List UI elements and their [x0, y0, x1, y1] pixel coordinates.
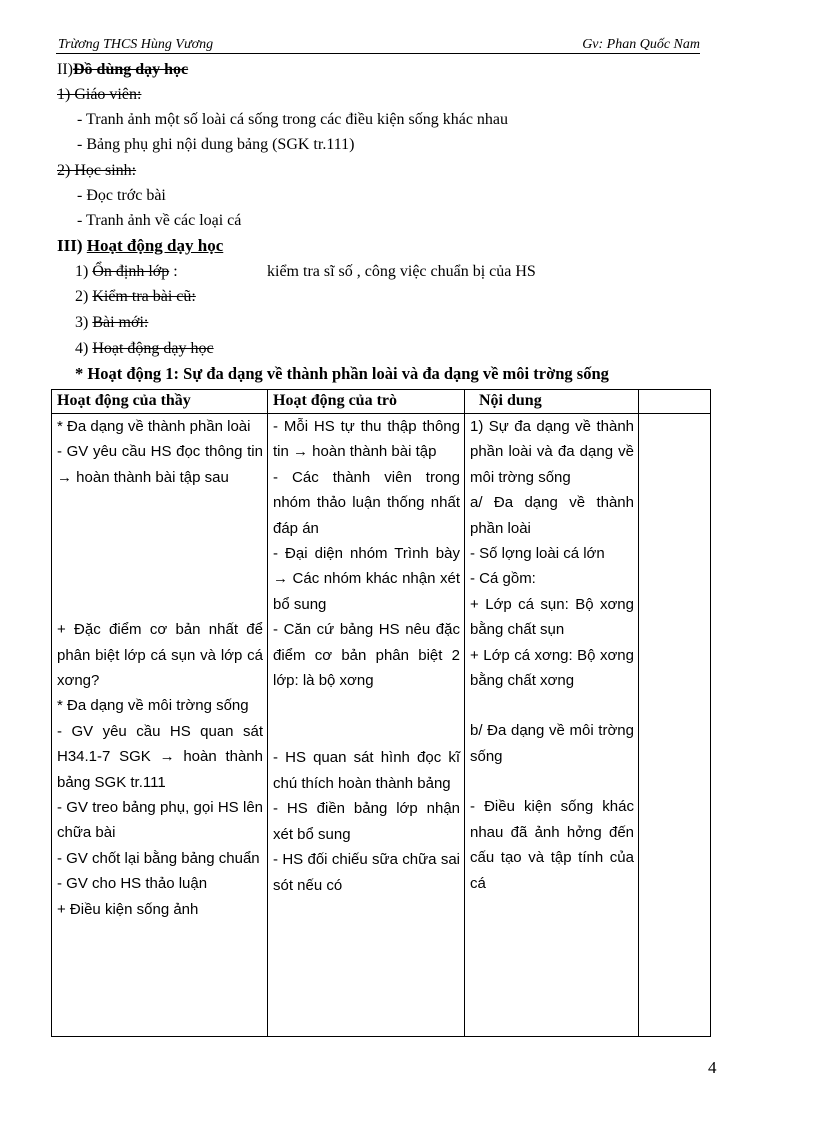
- activity-title: * Hoạt động 1: Sự đa dạng về thành phần loài và đa dạng về môi trờng sống: [75, 364, 609, 383]
- col-header-content: Nội dung: [465, 390, 639, 414]
- content-para: 1) Sự đa dạng về thành phần loài và đa dạng về môi trờng sống: [470, 418, 634, 486]
- content-para: - Cá gồm:: [470, 570, 536, 588]
- step-3-label: Bài mới:: [92, 314, 149, 331]
- teacher-label: 1) Giáo viên:: [57, 86, 142, 103]
- step-3-num: 3): [75, 314, 89, 331]
- section3-title: Hoạt động dạy học: [86, 236, 224, 255]
- teacher-para: + Đặc điểm cơ bản nhất để phân biệt lớp cá sụn và lớp cá xơng?: [57, 621, 263, 690]
- teacher-para: + Điều kiện sống ảnh: [57, 900, 199, 918]
- header-divider: [56, 53, 700, 54]
- content-para: b/ Đa dạng về môi trờng sống: [470, 722, 634, 765]
- step-4: [75, 339, 214, 359]
- teacher-para: * Đa dạng về thành phần loài: [57, 418, 251, 435]
- col-header-teacher: Hoạt động của thầy: [52, 390, 268, 414]
- step-2: [75, 287, 196, 307]
- student-para: - Mỗi HS tự thu thập thông tin → hoàn thành bài tập: [273, 418, 460, 461]
- step-4-label: Hoạt động dạy học: [92, 340, 214, 357]
- col-header-empty: [639, 390, 711, 414]
- teacher-para: - GV yêu cầu HS quan sát H34.1-7 SGK → hoàn thành bảng SGK tr.111: [57, 722, 263, 791]
- step-1: [75, 262, 178, 282]
- content-para: + Lớp cá xơng: Bộ xơng bằng chất xơng: [470, 646, 634, 690]
- student-label: 2) Học sinh:: [57, 162, 137, 179]
- content-para: - Số lợng loài cá lớn: [470, 545, 605, 563]
- section3-prefix: III): [57, 236, 83, 255]
- section3-heading: [57, 236, 223, 256]
- col-header-student: Hoạt động của trò: [268, 390, 465, 414]
- student-para: - Căn cứ bảng HS nêu đặc điểm cơ bản phân biệt 2 lớp: là bộ xơng: [273, 621, 460, 690]
- step-1-label: Ổn định lớp: [92, 263, 170, 280]
- step-1-num: 1): [75, 263, 89, 280]
- student-para: - HS điền bảng lớp nhận xét bổ sung: [273, 800, 460, 843]
- section2-heading: [57, 60, 188, 80]
- table-header-row: [52, 390, 711, 414]
- section2-prefix: II): [57, 61, 73, 78]
- teacher-item-1: - Tranh ảnh một số loài cá sống trong các điều kiện sống khác nhau: [77, 111, 509, 128]
- teacher-item-2: - Bảng phụ ghi nội dung bảng (SGK tr.111): [77, 136, 355, 153]
- empty-cell: [639, 414, 711, 1037]
- teacher-para: - GV chốt lại bằng bảng chuẩn: [57, 849, 260, 867]
- student-para: - Các thành viên trong nhóm thảo luận thống nhất đáp án: [273, 468, 460, 537]
- activity-table: [51, 389, 711, 1037]
- step-1-text: kiểm tra sĩ số , công việc chuẩn bị của HS: [267, 263, 536, 280]
- teacher-para: * Đa dạng về môi trờng sống: [57, 697, 249, 715]
- student-item-2: - Tranh ảnh về các loại cá: [77, 212, 242, 229]
- content-para: + Lớp cá sụn: Bộ xơng bằng chất sụn: [470, 595, 634, 639]
- student-activity-cell: [268, 414, 465, 1037]
- student-para: - HS đối chiếu sữa chữa sai sót nếu có: [273, 851, 460, 894]
- teacher-para: - GV yêu cầu HS đọc thông tin → hoàn thành bài tập sau: [57, 443, 263, 486]
- content-cell: [465, 414, 639, 1037]
- step-2-num: 2): [75, 288, 89, 305]
- section2-title: Đồ dùng dạy học: [72, 61, 189, 78]
- header-teacher: Gv: Phan Quốc Nam: [582, 37, 700, 52]
- step-3: [75, 313, 148, 333]
- content-para: - Điều kiện sống khác nhau đã ảnh hởng đến cấu tạo và tập tính của cá: [470, 798, 634, 892]
- content-para: a/ Đa dạng về thành phần loài: [470, 494, 634, 537]
- header-school: Trừơng THCS Hùng Vương: [58, 37, 214, 52]
- teacher-para: - GV cho HS thảo luận: [57, 875, 208, 893]
- table-row: [52, 414, 711, 1037]
- student-item-1: - Đọc trớc bài: [77, 187, 166, 204]
- teacher-activity-cell: [52, 414, 268, 1037]
- student-para: - Đại diện nhóm Trình bày → Các nhóm khác nhận xét bổ sung: [273, 545, 460, 613]
- page-number: 4: [708, 1058, 717, 1077]
- step-2-label: Kiểm tra bài cũ:: [92, 288, 196, 305]
- step-1-colon: :: [173, 263, 178, 280]
- teacher-para: - GV treo bảng phụ, gọi HS lên chữa bài: [57, 799, 263, 842]
- step-4-num: 4): [75, 340, 89, 357]
- student-para: - HS quan sát hình đọc kĩ chú thích hoàn thành bảng: [273, 749, 460, 792]
